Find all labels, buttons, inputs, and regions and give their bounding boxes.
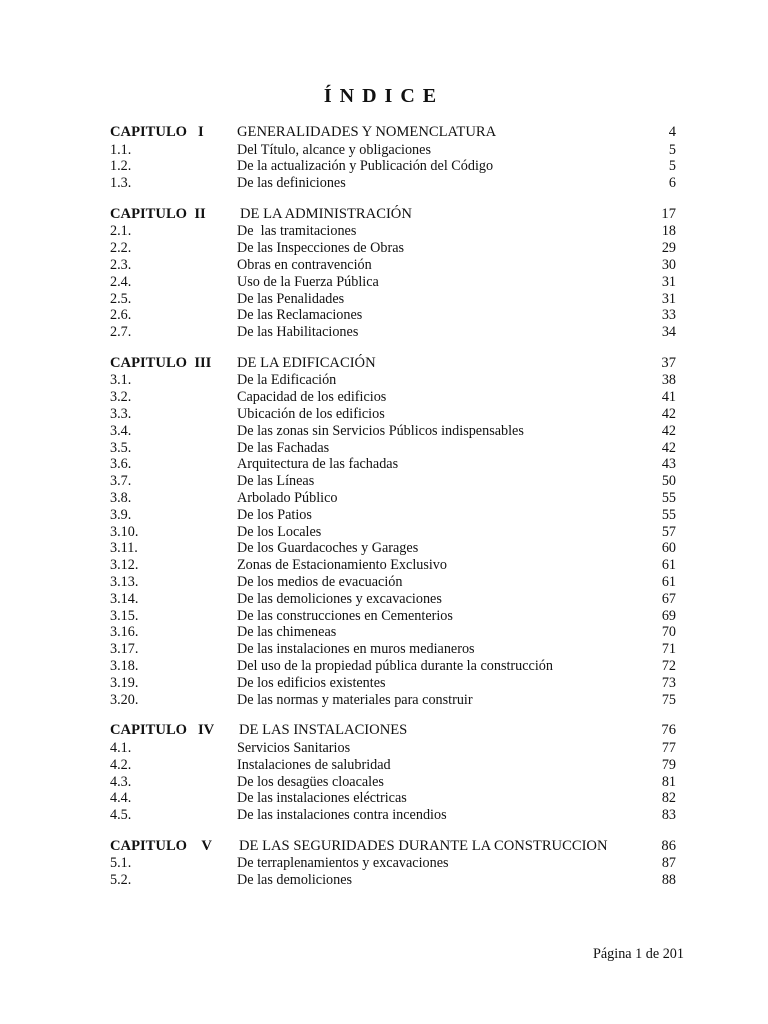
section-number: 4.1. bbox=[110, 739, 132, 756]
section-page: 33 bbox=[661, 307, 676, 324]
toc-entry bbox=[110, 658, 676, 675]
section-title: De la actualización y Publicación del Código bbox=[237, 158, 494, 175]
section-number: 3.1. bbox=[110, 372, 132, 389]
section-page: 18 bbox=[661, 223, 676, 240]
chapter-heading bbox=[110, 838, 676, 856]
section-page: 82 bbox=[661, 790, 676, 807]
section-title: Del uso de la propiedad pública durante la construcción bbox=[237, 658, 553, 675]
toc-entry bbox=[110, 807, 676, 824]
section-page: 5 bbox=[668, 141, 676, 158]
section-title: De los Patios bbox=[237, 506, 312, 523]
section-title: De las definiciones bbox=[237, 175, 346, 192]
section-page: 55 bbox=[661, 490, 676, 507]
chapter-title: DE LA ADMINISTRACIÓN bbox=[240, 205, 412, 222]
section-number: 4.5. bbox=[110, 807, 132, 824]
toc-entry bbox=[110, 406, 676, 423]
toc-entry bbox=[110, 142, 676, 159]
toc-entry bbox=[110, 175, 676, 192]
section-page: 38 bbox=[661, 372, 676, 389]
section-number: 2.2. bbox=[110, 240, 132, 257]
section-page: 88 bbox=[661, 872, 676, 889]
section-number: 4.2. bbox=[110, 756, 132, 773]
toc-entry bbox=[110, 855, 676, 872]
section-page: 30 bbox=[661, 256, 676, 273]
section-title: Ubicación de los edificios bbox=[237, 406, 385, 423]
section-title: Del Título, alcance y obligaciones bbox=[237, 141, 431, 158]
section-page: 77 bbox=[661, 739, 676, 756]
toc-entry bbox=[110, 557, 676, 574]
section-number: 2.3. bbox=[110, 256, 132, 273]
section-page: 31 bbox=[661, 273, 676, 290]
section-number: 3.17. bbox=[110, 641, 139, 658]
chapter-page: 86 bbox=[661, 837, 676, 854]
section-title: De los Guardacoches y Garages bbox=[237, 540, 419, 557]
section-title: De las instalaciones en muros medianeros bbox=[237, 641, 475, 658]
section-title: Obras en contravención bbox=[237, 256, 372, 273]
chapter-page: 17 bbox=[661, 205, 676, 222]
section-page: 60 bbox=[661, 540, 676, 557]
toc-entry bbox=[110, 440, 676, 457]
section-number: 1.1. bbox=[110, 141, 132, 158]
page-number-footer: Página 1 de 201 bbox=[592, 946, 684, 962]
chapter-block bbox=[110, 206, 676, 341]
section-page: 71 bbox=[661, 641, 676, 658]
section-title: De las Reclamaciones bbox=[237, 307, 363, 324]
toc-entry bbox=[110, 641, 676, 658]
section-number: 4.4. bbox=[110, 790, 132, 807]
section-title: De las demoliciones y excavaciones bbox=[237, 590, 442, 607]
section-number: 3.18. bbox=[110, 658, 139, 675]
section-number: 3.20. bbox=[110, 691, 139, 708]
section-title: De las construcciones en Cementerios bbox=[237, 607, 453, 624]
section-title: De las Líneas bbox=[237, 473, 315, 490]
section-page: 31 bbox=[661, 290, 676, 307]
section-title: De las Penalidades bbox=[237, 290, 345, 307]
section-title: Arbolado Público bbox=[237, 490, 338, 507]
section-number: 3.2. bbox=[110, 389, 132, 406]
section-title: De los edificios existentes bbox=[237, 674, 386, 691]
chapter-heading bbox=[110, 355, 676, 373]
toc-entry bbox=[110, 591, 676, 608]
section-number: 2.6. bbox=[110, 307, 132, 324]
toc-entry bbox=[110, 524, 676, 541]
section-page: 61 bbox=[661, 574, 676, 591]
section-title: De terraplenamientos y excavaciones bbox=[237, 855, 449, 872]
section-page: 50 bbox=[661, 473, 676, 490]
section-number: 3.5. bbox=[110, 439, 132, 456]
chapter-title: DE LAS SEGURIDADES DURANTE LA CONSTRUCCION bbox=[239, 837, 608, 854]
section-page: 70 bbox=[661, 624, 676, 641]
section-number: 2.7. bbox=[110, 324, 132, 341]
section-title: Zonas de Estacionamiento Exclusivo bbox=[237, 557, 447, 574]
toc-entry bbox=[110, 757, 676, 774]
table-of-contents bbox=[110, 124, 676, 903]
chapter-title: DE LA EDIFICACIÓN bbox=[237, 354, 376, 371]
section-number: 4.3. bbox=[110, 773, 132, 790]
section-title: De las demoliciones bbox=[237, 872, 353, 889]
toc-entry bbox=[110, 372, 676, 389]
toc-entry bbox=[110, 872, 676, 889]
toc-entry bbox=[110, 456, 676, 473]
chapter-label: CAPITULO III bbox=[110, 354, 212, 371]
chapter-heading bbox=[110, 722, 676, 740]
toc-entry bbox=[110, 675, 676, 692]
section-title: De los Locales bbox=[237, 523, 322, 540]
section-number: 1.3. bbox=[110, 175, 132, 192]
toc-entry bbox=[110, 291, 676, 308]
toc-entry bbox=[110, 740, 676, 757]
toc-entry bbox=[110, 540, 676, 557]
toc-entry bbox=[110, 790, 676, 807]
toc-entry bbox=[110, 389, 676, 406]
toc-entry bbox=[110, 692, 676, 709]
chapter-heading bbox=[110, 206, 676, 224]
toc-entry bbox=[110, 307, 676, 324]
section-number: 2.4. bbox=[110, 273, 132, 290]
section-page: 57 bbox=[661, 523, 676, 540]
section-page: 34 bbox=[661, 324, 676, 341]
section-page: 69 bbox=[661, 607, 676, 624]
chapter-label: CAPITULO IV bbox=[110, 722, 215, 739]
section-page: 42 bbox=[661, 439, 676, 456]
section-title: Servicios Sanitarios bbox=[237, 739, 351, 756]
chapter-label: CAPITULO II bbox=[110, 205, 206, 222]
section-title: Instalaciones de salubridad bbox=[237, 756, 391, 773]
chapter-page: 37 bbox=[661, 354, 676, 371]
section-number: 3.19. bbox=[110, 674, 139, 691]
section-title: De las Habilitaciones bbox=[237, 324, 359, 341]
section-number: 3.16. bbox=[110, 624, 139, 641]
section-page: 75 bbox=[661, 691, 676, 708]
chapter-title: GENERALIDADES Y NOMENCLATURA bbox=[237, 124, 497, 140]
section-page: 6 bbox=[668, 175, 676, 192]
chapter-label: CAPITULO V bbox=[110, 837, 212, 854]
section-title: De las tramitaciones bbox=[237, 223, 357, 240]
section-title: De los desagües cloacales bbox=[237, 773, 384, 790]
section-number: 3.13. bbox=[110, 574, 139, 591]
section-title: De las instalaciones eléctricas bbox=[237, 790, 407, 807]
chapter-block bbox=[110, 124, 676, 192]
section-number: 3.7. bbox=[110, 473, 132, 490]
section-number: 2.5. bbox=[110, 290, 132, 307]
section-number: 3.8. bbox=[110, 490, 132, 507]
toc-entry bbox=[110, 324, 676, 341]
section-title: De la Edificación bbox=[237, 372, 337, 389]
section-number: 3.14. bbox=[110, 590, 139, 607]
section-number: 2.1. bbox=[110, 223, 132, 240]
chapter-block bbox=[110, 355, 676, 708]
section-title: De las Inspecciones de Obras bbox=[237, 240, 405, 257]
chapter-block bbox=[110, 722, 676, 823]
toc-entry bbox=[110, 507, 676, 524]
chapter-title: DE LAS INSTALACIONES bbox=[239, 722, 408, 739]
section-number: 3.6. bbox=[110, 456, 132, 473]
section-page: 67 bbox=[661, 590, 676, 607]
section-page: 81 bbox=[661, 773, 676, 790]
section-page: 87 bbox=[661, 855, 676, 872]
section-title: De las zonas sin Servicios Públicos indispensables bbox=[237, 422, 524, 439]
section-number: 3.15. bbox=[110, 607, 139, 624]
toc-entry bbox=[110, 608, 676, 625]
chapter-label: CAPITULO I bbox=[110, 124, 204, 140]
section-page: 29 bbox=[661, 240, 676, 257]
section-page: 72 bbox=[661, 658, 676, 675]
section-page: 5 bbox=[668, 158, 676, 175]
chapter-heading bbox=[110, 124, 676, 142]
section-page: 61 bbox=[661, 557, 676, 574]
toc-entry bbox=[110, 274, 676, 291]
section-title: Capacidad de los edificios bbox=[237, 389, 387, 406]
chapter-block bbox=[110, 838, 676, 889]
toc-entry bbox=[110, 490, 676, 507]
section-number: 3.10. bbox=[110, 523, 139, 540]
chapter-page: 4 bbox=[668, 124, 676, 140]
section-number: 3.3. bbox=[110, 406, 132, 423]
section-number: 3.12. bbox=[110, 557, 139, 574]
section-title: Uso de la Fuerza Pública bbox=[237, 273, 379, 290]
section-number: 1.2. bbox=[110, 158, 132, 175]
section-page: 43 bbox=[661, 456, 676, 473]
section-page: 42 bbox=[661, 406, 676, 423]
toc-entry bbox=[110, 774, 676, 791]
toc-entry bbox=[110, 473, 676, 490]
section-title: De las chimeneas bbox=[237, 624, 337, 641]
section-title: De las instalaciones contra incendios bbox=[237, 807, 447, 824]
toc-entry bbox=[110, 574, 676, 591]
toc-entry bbox=[110, 423, 676, 440]
page-title: ÍNDICE bbox=[323, 85, 445, 107]
section-page: 79 bbox=[661, 756, 676, 773]
section-page: 73 bbox=[661, 674, 676, 691]
section-title: De las Fachadas bbox=[237, 439, 330, 456]
toc-entry bbox=[110, 158, 676, 175]
section-number: 3.4. bbox=[110, 422, 132, 439]
section-page: 83 bbox=[661, 807, 676, 824]
section-page: 42 bbox=[661, 422, 676, 439]
section-number: 5.2. bbox=[110, 872, 132, 889]
section-title: Arquitectura de las fachadas bbox=[237, 456, 399, 473]
section-title: De los medios de evacuación bbox=[237, 574, 403, 591]
toc-entry bbox=[110, 240, 676, 257]
toc-entry bbox=[110, 257, 676, 274]
section-number: 5.1. bbox=[110, 855, 132, 872]
section-title: De las normas y materiales para construir bbox=[237, 691, 473, 708]
toc-entry bbox=[110, 624, 676, 641]
chapter-page: 76 bbox=[661, 722, 676, 739]
section-number: 3.11. bbox=[110, 540, 138, 557]
section-page: 55 bbox=[661, 506, 676, 523]
section-number: 3.9. bbox=[110, 506, 132, 523]
section-page: 41 bbox=[661, 389, 676, 406]
toc-entry bbox=[110, 223, 676, 240]
